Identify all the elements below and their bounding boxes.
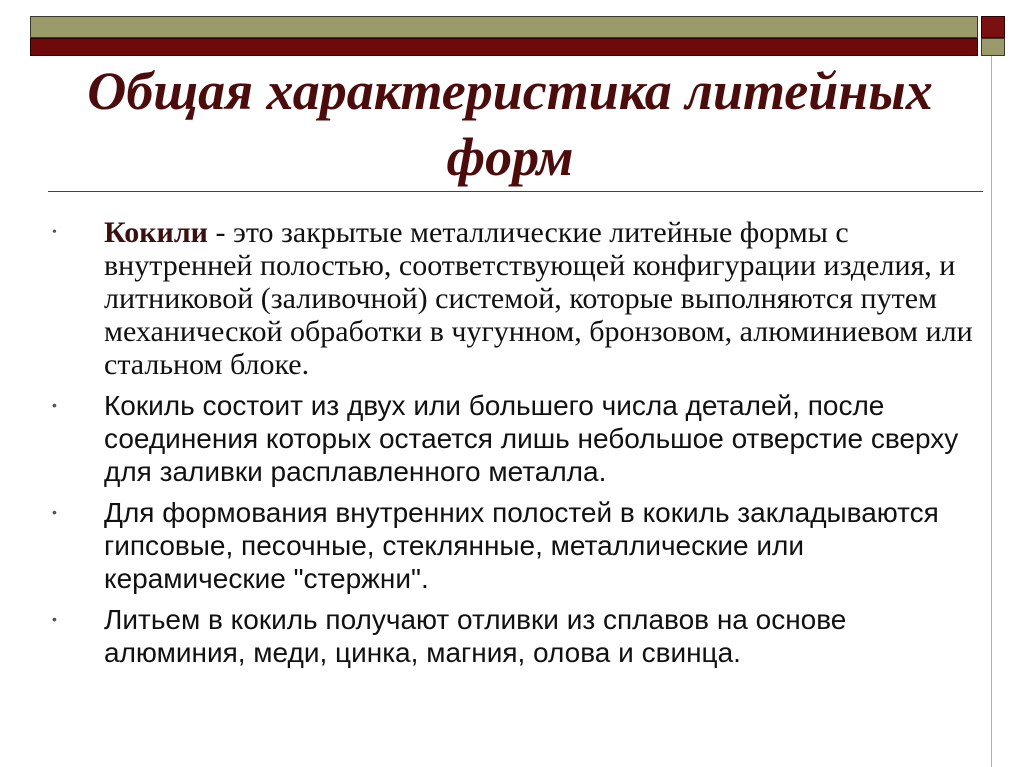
bullet-text: Для формования внутренних полостей в кокиль закладываются гипсовые, песочные, стеклянные, металлические или керамические "стержни". — [104, 497, 939, 594]
slide-title — [40, 58, 980, 190]
top-decor-bar-olive — [30, 16, 978, 38]
bullet-list — [48, 216, 978, 677]
bullet-text: Литьем в кокиль получают отливки из сплавов на основе алюминия, меди, цинка, магния, олова и свинца. — [104, 604, 847, 668]
top-decor-bar-maroon — [30, 38, 978, 56]
bullet-dot-icon: • — [52, 504, 57, 520]
list-item — [48, 216, 978, 381]
corner-decor-square-olive — [981, 38, 1005, 56]
bullet-term: Кокили — [104, 216, 208, 249]
bullet-text: - это закрытые металлические литейные формы с внутренней полостью, соответствующей конфигурации изделия, и литниковой (заливочной) системой, которые выполняются путем механической обработки в чугунном, бронзовом, алюминиевом или стальном блоке. — [104, 216, 973, 381]
list-item — [48, 603, 978, 669]
bullet-dot-icon: • — [52, 397, 57, 413]
slide-title-line-2: форм — [446, 127, 574, 187]
right-decor-line — [991, 56, 992, 767]
list-item — [48, 389, 978, 488]
corner-decor-square-maroon — [981, 16, 1005, 38]
slide-title-line-1: Общая характеристика литейных — [87, 61, 933, 121]
bullet-dot-icon: • — [52, 611, 57, 627]
title-separator — [48, 191, 983, 192]
bullet-dot-icon: • — [52, 225, 57, 240]
list-item — [48, 496, 978, 595]
bullet-text: Кокиль состоит из двух или большего числа деталей, после соединения которых остается лишь небольшое отверстие сверху для заливки расплавленного металла. — [104, 390, 959, 487]
